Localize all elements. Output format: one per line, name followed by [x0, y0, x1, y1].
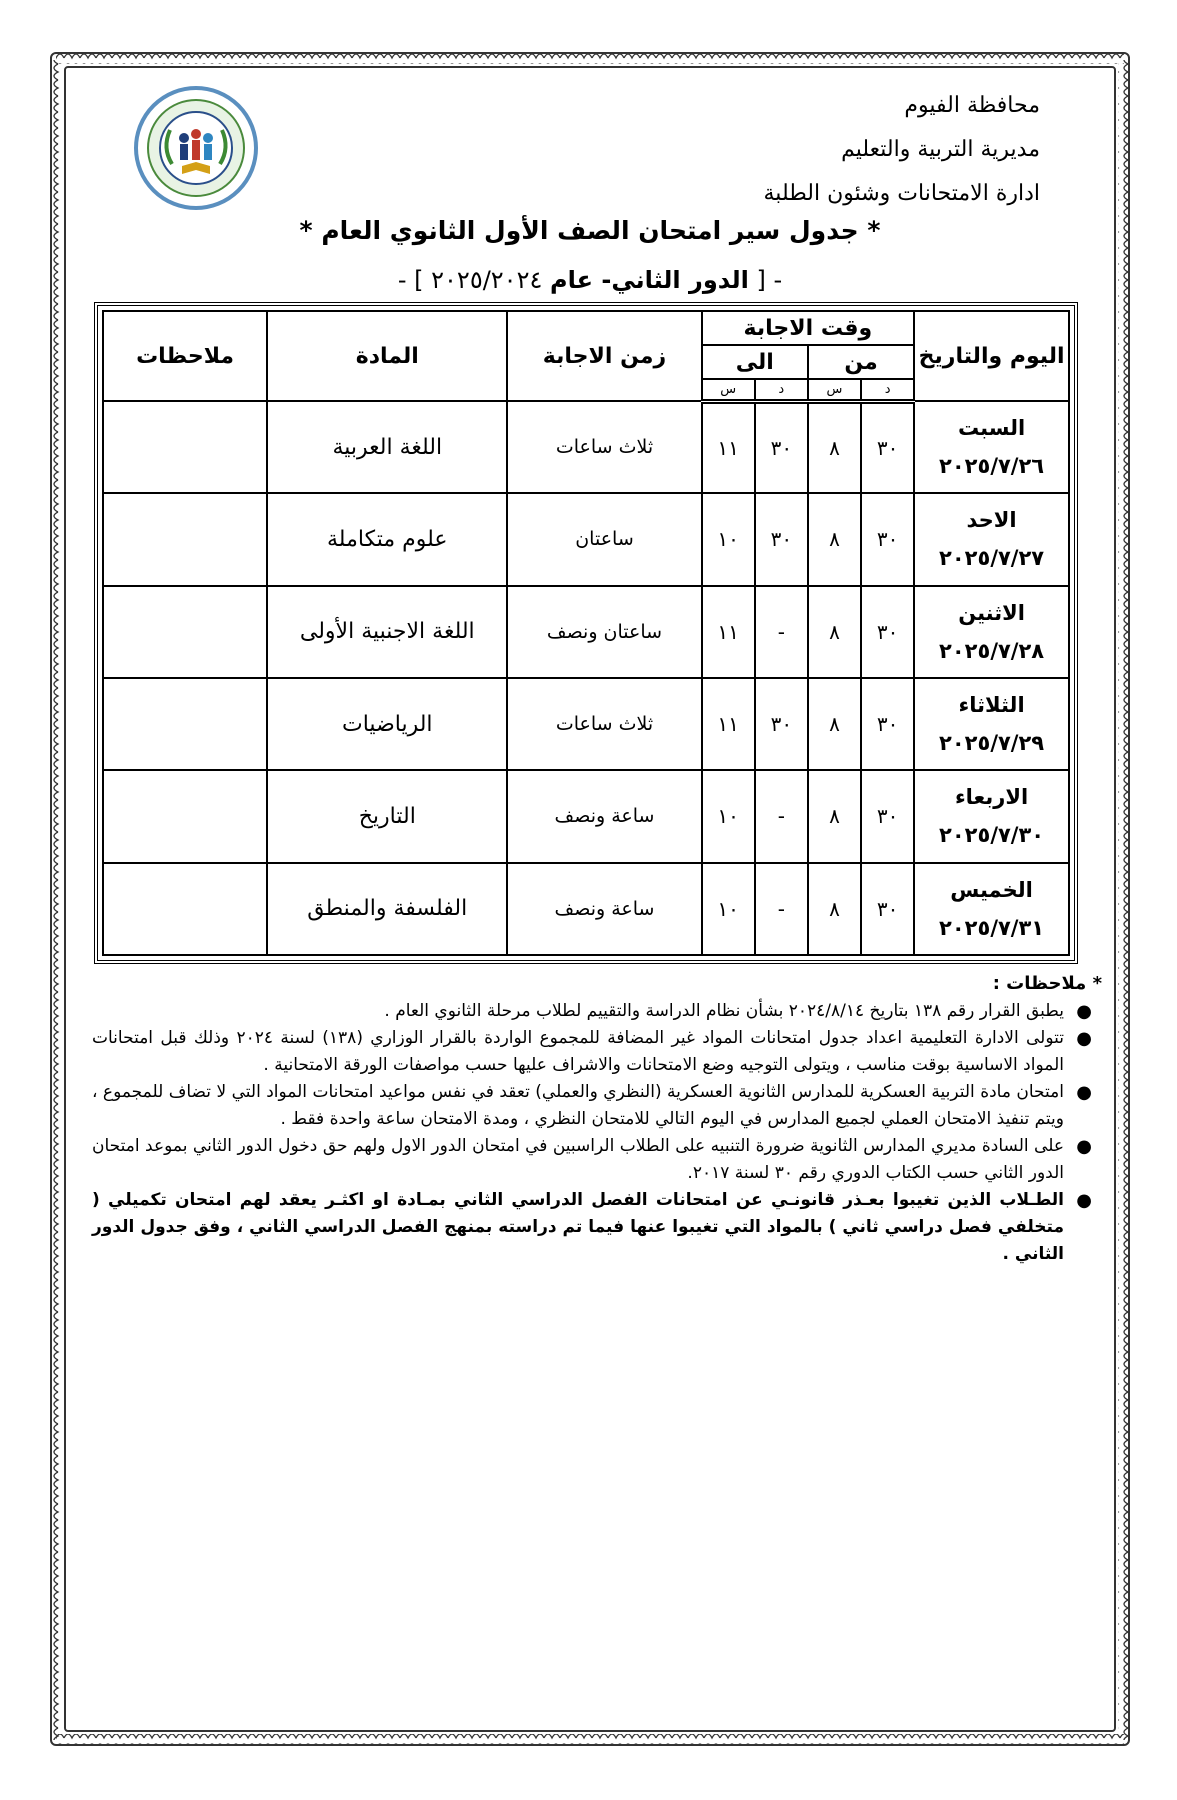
notes-cell [103, 678, 267, 770]
from-minute-cell: ٣٠ [861, 863, 914, 955]
from-minute-cell: ٣٠ [861, 493, 914, 585]
subtitle-year: ٢٠٢٥/٢٠٢٤ ] - [397, 266, 550, 294]
document-page [80, 80, 1100, 1720]
directorate-seal-icon [132, 84, 260, 212]
subtitle-prefix: - [ [748, 266, 783, 294]
subject-cell: الرياضيات [267, 678, 507, 770]
subject-cell: علوم متكاملة [267, 493, 507, 585]
subject-cell: اللغة العربية [267, 401, 507, 493]
table-row [103, 678, 1069, 770]
duration-cell: ساعتان [507, 493, 701, 585]
duration-cell: ثلاث ساعات [507, 678, 701, 770]
day-date-cell [914, 493, 1069, 585]
notes-cell [103, 401, 267, 493]
from-hour-cell: ٨ [808, 770, 861, 862]
from-minute-cell: ٣٠ [861, 770, 914, 862]
note-text: على السادة مديري المدارس الثانوية ضرورة التنبيه على الطلاب الراسبين في امتحان الدور الاول ولهم حق دخول الدور الثاني بموعد امتحان الدور الثاني حسب الكتاب الدوري رقم ٣٠ لسنة ٢٠١٧. [92, 1136, 1064, 1183]
bullet-icon: ● [1076, 1190, 1092, 1211]
exam-date: ٢٠٢٥/٧/٢٧ [939, 546, 1045, 571]
table-row [103, 401, 1069, 493]
day-name: الثلاثاء [958, 693, 1025, 718]
from-hour-cell: ٨ [808, 401, 861, 493]
duration-cell: ساعة ونصف [507, 770, 701, 862]
note-text: تتولى الادارة التعليمية اعداد جدول امتحانات المواد غير المضافة للمجموع الواردة بالقرار الوزاري (١٣٨) لسنة ٢٠٢٤ وذلك قبل امتحانات المواد الاساسية بوقت مناسب ، ويتولى التوجيه وضع الامتحانات والاشراف عليها حسب مواصفات الورقة الامتحانية . [92, 1028, 1065, 1075]
page-title: * جدول سير امتحان الصف الأول الثانوي العام * [299, 216, 881, 245]
header-from-minute: د [861, 379, 914, 401]
session-subtitle [80, 266, 1100, 294]
to-minute-cell: - [755, 863, 808, 955]
to-hour-cell: ١١ [702, 586, 755, 678]
header-to-hour: س [702, 379, 755, 401]
to-hour-cell: ١١ [702, 401, 755, 493]
from-hour-cell: ٨ [808, 678, 861, 770]
notes-cell [103, 493, 267, 585]
to-minute-cell: - [755, 586, 808, 678]
duration-cell: ساعة ونصف [507, 863, 701, 955]
from-minute-cell: ٣٠ [861, 678, 914, 770]
subtitle-session: الدور الثاني- عام [550, 266, 749, 294]
list-item [92, 1187, 1098, 1268]
to-hour-cell: ١٠ [702, 493, 755, 585]
notes-cell [103, 863, 267, 955]
header-duration: زمن الاجابة [507, 311, 701, 401]
to-hour-cell: ١٠ [702, 770, 755, 862]
header-day-date: اليوم والتاريخ [914, 311, 1069, 401]
exam-date: ٢٠٢٥/٧/٢٦ [939, 454, 1045, 479]
bullet-icon: ● [1076, 1001, 1092, 1022]
from-hour-cell: ٨ [808, 586, 861, 678]
exam-date: ٢٠٢٥/٧/٣٠ [939, 823, 1045, 848]
day-name: الاربعاء [954, 785, 1029, 810]
header-notes: ملاحظات [103, 311, 267, 401]
letterhead [764, 84, 1040, 216]
bullet-icon: ● [1076, 1136, 1092, 1157]
list-item [92, 1025, 1098, 1079]
notes-cell [103, 770, 267, 862]
note-text: امتحان مادة التربية العسكرية للمدارس الثانوية العسكرية (النظري والعملي) تعقد في نفس مواعيد امتحانات المواد التي لا تضاف للمجموع ، ويتم تنفيذ الامتحان العملي لجميع المدارس في اليوم التالي للامتحان النظري ، ومدة الامتحان ساعة واحدة فقط . [92, 1082, 1064, 1129]
day-date-cell [914, 678, 1069, 770]
from-minute-cell: ٣٠ [861, 401, 914, 493]
to-minute-cell: ٣٠ [755, 678, 808, 770]
day-name: السبت [957, 416, 1026, 441]
day-name: الاثنين [958, 600, 1025, 625]
department-line: ادارة الامتحانات وشئون الطلبة [763, 181, 1040, 206]
to-hour-cell: ١٠ [702, 863, 755, 955]
day-date-cell [914, 863, 1069, 955]
header-from-hour: س [808, 379, 861, 401]
day-date-cell [914, 586, 1069, 678]
header-answer-time: وقت الاجابة [702, 311, 915, 345]
notes-list [92, 998, 1098, 1268]
exam-date: ٢٠٢٥/٧/٢٨ [939, 638, 1045, 663]
table-row [103, 586, 1069, 678]
day-date-cell [914, 401, 1069, 493]
note-text: يطبق القرار رقم ١٣٨ بتاريخ ٢٠٢٤/٨/١٤ بشأن نظام الدراسة والتقييم لطلاب مرحلة الثانوي العام . [384, 1001, 1064, 1021]
subject-cell: الفلسفة والمنطق [267, 863, 507, 955]
header-to-minute: د [755, 379, 808, 401]
duration-cell: ثلاث ساعات [507, 401, 701, 493]
from-hour-cell: ٨ [808, 493, 861, 585]
day-name: الاحد [966, 508, 1017, 533]
subject-cell: التاريخ [267, 770, 507, 862]
list-item [92, 1133, 1098, 1187]
exam-date: ٢٠٢٥/٧/٢٩ [939, 731, 1045, 756]
table-row [103, 770, 1069, 862]
directorate-line: مديرية التربية والتعليم [841, 137, 1040, 162]
exam-schedule-table [94, 302, 1078, 964]
bullet-icon: ● [1076, 1082, 1092, 1103]
to-minute-cell: ٣٠ [755, 401, 808, 493]
table-row [103, 863, 1069, 955]
header-to: الى [702, 345, 808, 379]
from-minute-cell: ٣٠ [861, 586, 914, 678]
duration-cell: ساعتان ونصف [507, 586, 701, 678]
to-minute-cell: ٣٠ [755, 493, 808, 585]
from-hour-cell: ٨ [808, 863, 861, 955]
exam-date: ٢٠٢٥/٧/٣١ [939, 915, 1045, 940]
header-from: من [808, 345, 914, 379]
to-minute-cell: - [755, 770, 808, 862]
note-text: الطـلاب الذين تغيبوا بعـذر قانونـي عن امتحانات الفصل الدراسي الثاني بمـادة او اكثـر يعقد لهم امتحان تكميلي ( متخلفي فصل دراسي ثاني ) بالمواد التي تغيبوا عنها فيما تم دراسته بمنهج الفصل الدراسي الثاني ، وفق جدول الدور الثاني . [92, 1190, 1064, 1264]
notes-heading: * ملاحظات : [992, 973, 1102, 994]
governorate-line: محافظة الفيوم [904, 93, 1040, 118]
list-item [92, 998, 1098, 1025]
table-row [103, 493, 1069, 585]
subject-cell: اللغة الاجنبية الأولى [267, 586, 507, 678]
list-item [92, 1079, 1098, 1133]
to-hour-cell: ١١ [702, 678, 755, 770]
notes-cell [103, 586, 267, 678]
day-date-cell [914, 770, 1069, 862]
day-name: الخميس [950, 877, 1033, 902]
bullet-icon: ● [1076, 1028, 1092, 1049]
header-subject: المادة [267, 311, 507, 401]
